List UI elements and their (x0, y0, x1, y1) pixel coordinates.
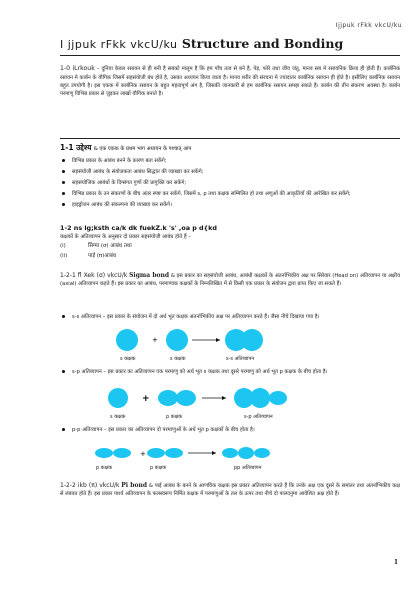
p-lobe (95, 448, 113, 458)
list-item: s-s अतिव्यापन – इस प्रकार के संयोजन में दो अर्ध भूत कक्षक अंतर्नाभिकीय अक्ष पर अतिव्यापन करते हैं। जैसा नीचे दिखाया गया है। (60, 313, 400, 321)
sp-label-3: s-p अतिव्यापन (244, 414, 273, 420)
pi-heading-garbled: 1-2-2 ikb (π) vkcU/k (60, 482, 120, 489)
running-header: Ijjpuk rFkk vkcU/ku (335, 22, 402, 29)
intro-paragraph (60, 64, 400, 98)
chapter-title-english: Structure and Bonding (181, 36, 344, 51)
page-number: 1 (393, 559, 398, 566)
overlap-lobe (238, 447, 254, 459)
list-item: सहसंयोजिक आबंधों के दिग्संगत गुणों की प्रागुक्ति कर सकेंगे; (60, 179, 400, 187)
sigma-text: & इस प्रकार का सहसंयोजी आबंध, आबंधी कक्षकों के अंतर्नाभिकीय अक्ष पर सिरेवार (Head on) अतिव्यापन या अक्षीय (axial) अतिव्यापन कहते हैं। इस प्रकार का आबंध, परमाण्वक कक्षकों के निम्नलिखित में से किसी एक प्रकार के संयोजन द्वारा प्राप्त किए जा सकते हैं। (60, 273, 400, 288)
plus-sign: + (152, 336, 158, 344)
overlap-types-intro: कक्षकों के अतिव्यापन के अनुसार दो प्रकार सहसंयोजी आबंध होते हैं – (60, 234, 191, 240)
sp-item (60, 368, 400, 379)
list-item (60, 252, 132, 260)
ss-item (60, 313, 400, 324)
overlap-lobe (254, 448, 270, 458)
p-lobe (165, 448, 183, 458)
intro-text: – दुनिया केवल रसायन से ही बनी है सबको मालूम है कि हम पाँच तत्व से बने है, पेड़, फोरे तथा जीव जंतु, मानव सब मे रसायनिक क्रिया ही होती है। कार्बनिक रसायन मे कार्बन के यौगिक जिसमें सहसंयोजी बंध होते है, उसका अध्ययन किया जाता है। मानव शरीर की संरचना मे ज्यादातर कार्बनिक रसायन ही होते है। इसीलिए कार्बनिक रसायन बहुत उपयोगी है। इस एकक में कार्बनिक रसायन के बहुत महत्वपूर्ण अंग है, जिसकी जानकारी से हम कार्बनिक रसायन समझ सकते है। कार्बन की तीन संकरण अवस्था है। कार्बन परमाणु विभिन्न प्रकार से जुड़कर लाखों यौगिक बनाते है। (60, 66, 400, 97)
list-item (60, 242, 132, 250)
overlap-circle-right (241, 329, 263, 351)
s-orbital-circle (166, 329, 188, 351)
ss-label-3: s-s अतिव्यापन (226, 356, 255, 362)
list-text: सिग्मा (σ) आबंध तथा (88, 243, 132, 249)
sp-label-1: s कक्षक (110, 414, 126, 420)
ss-label-2: s कक्षक (170, 356, 186, 362)
list-item: विभिन्न प्रकार के आबंध बनने के कारण बता सकेंगे; (60, 157, 400, 165)
overlap-lobe (250, 388, 270, 408)
overlap-types-heading: 1-2 ns lg;ksth ca/k dk fuekZ.k 's' ,oa p d{kd (60, 224, 218, 232)
pp-label-3: pp अतिव्यापन (234, 465, 262, 471)
pi-paragraph (60, 481, 400, 498)
pp-label-2: p कक्षक (150, 465, 167, 471)
objectives-intro: & एक एकक के प्रथम भाग अध्ययन के पश्चात् आप (93, 146, 192, 152)
sp-overlap-diagram (98, 385, 318, 413)
pi-text: & पाई आबंध के बनने के आणविक कक्षक इस प्रकार अतिव्यापन करते हैं कि उनके अक्ष एक दूसरे के समांतर तथा अंतर्नाभिकीय कक्ष से लंबवत होते हैं। इस प्रकार पार्श्व अतिव्यापन के फलस्वरूप निर्मित कक्षक में परमाणुओं के तल के ऊपर तथा नीचे दो पालदनुमा आवेशित अक्ष होते हैं। (60, 483, 400, 498)
ss-overlap-diagram (112, 327, 292, 355)
s-orbital-circle (116, 329, 138, 351)
objectives-heading (60, 143, 191, 153)
pp-item (60, 426, 400, 437)
pp-label-1: p कक्षक (96, 465, 113, 471)
list-item: विभिन्न प्रकार के उन संकरणों के बीच अंतर स्पष्ट कर सकेंगे, जिसमें s, p तथा कक्षक सम्मिलित हो तथा अणुओं की आकृतियों की आरेखित कर सकेंगे; (60, 190, 400, 198)
arrow-head (216, 338, 220, 342)
list-item: s-p अतिव्यापन – इस प्रकार का अतिव्यापन एक परमाणु को अर्ध भूत s कक्षक तथा दूसरे परमाणु को अर्ध भूत p कक्षक के बीच होता है। (60, 368, 400, 376)
p-lobe (147, 448, 165, 458)
arrow-head (222, 396, 226, 400)
list-number: (ii) (60, 253, 68, 260)
chapter-rule (60, 55, 400, 56)
p-lobe (113, 448, 131, 458)
arrow-head (212, 451, 216, 455)
ss-label-1: s कक्षक (120, 356, 136, 362)
list-item: p-p अतिव्यापन – इस प्रकार का अतिव्यापन दो परमाणुओं के अर्ध भूत p कक्षकों के बीच होता है। (60, 426, 400, 434)
intro-heading: 1-0 iLrkouk (60, 65, 95, 72)
s-orbital-circle (108, 388, 128, 408)
plus-sign: + (140, 450, 146, 458)
overlap-lobe (222, 448, 238, 458)
overlap-lobe (269, 391, 287, 405)
sigma-paragraph (60, 271, 400, 288)
p-lobe-right (176, 390, 196, 406)
pp-overlap-diagram (94, 443, 314, 465)
sp-label-2: p कक्षक (166, 414, 183, 420)
plus-sign: + (142, 394, 150, 404)
list-number: (i) (60, 243, 66, 249)
section-rule (60, 138, 400, 139)
pi-heading-english: Pi bond (121, 482, 148, 489)
objectives-heading-text: 1-1 उद्देश्य (60, 143, 92, 152)
p-lobe-left (158, 390, 178, 406)
list-item: हाइड्रोजन आबंध की संकल्पना की व्याख्या कर सकेंगे। (60, 201, 400, 209)
list-item: सहसंयोजी आबंध के संयोजकता आबंध सिद्धांत की व्याख्या कर सकेंगे; (60, 168, 400, 176)
overlap-types-list (60, 242, 132, 261)
chapter-title (60, 36, 343, 51)
objectives-list (60, 157, 400, 212)
sigma-heading-garbled: 1-2-1 fl Xek (σ) vkcU/k (60, 272, 128, 279)
chapter-title-garbled: I jjpuk rFkk vkcU/ku (60, 38, 178, 51)
list-text: पाई (π)आबंध (88, 253, 117, 260)
sigma-heading-english: Sigma bond (129, 272, 170, 279)
